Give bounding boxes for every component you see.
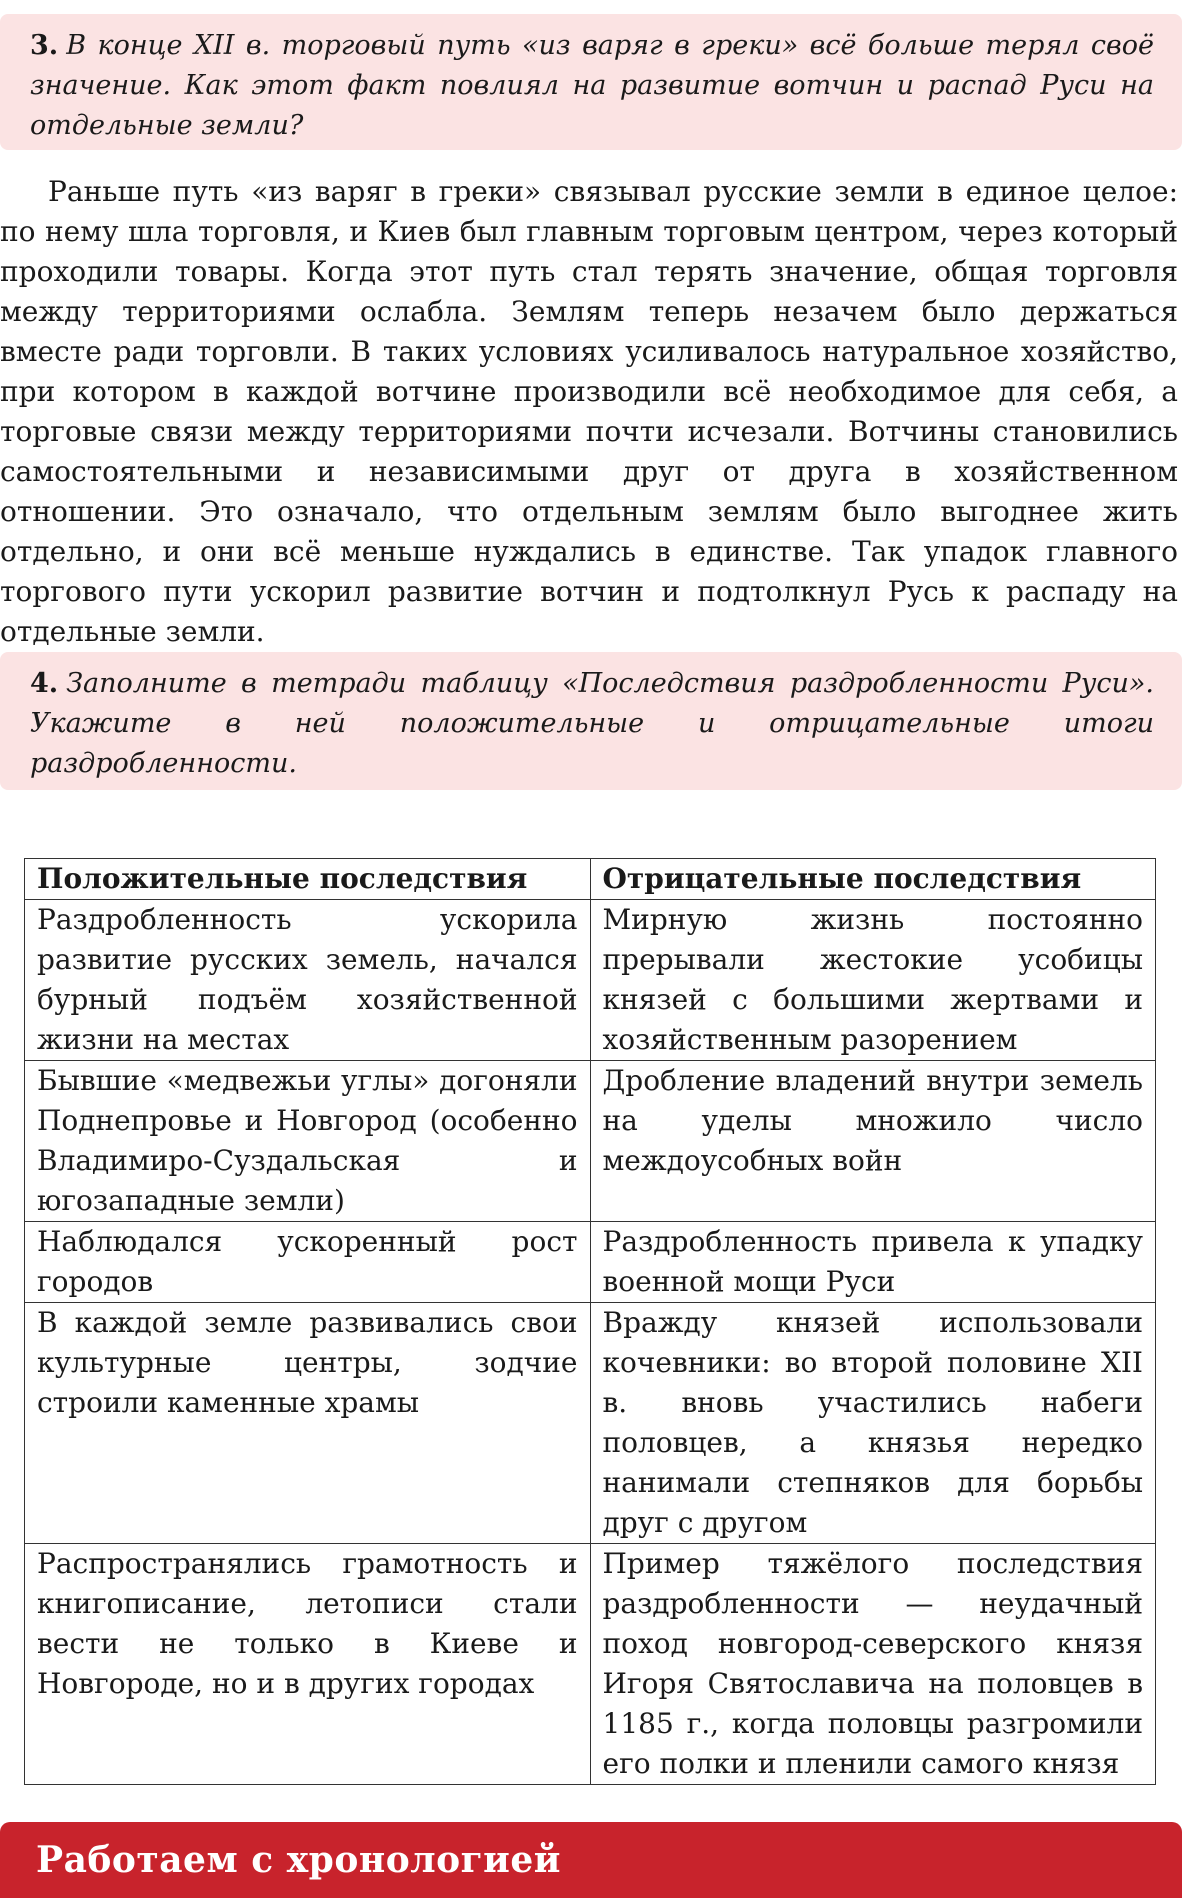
positive-cell: Бывшие «медвежьи углы» догоняли Поднепровье и Новгород (особенно Владимиро-Суздальская и югозападные земли) (25, 1061, 591, 1222)
header-negative: Отрицательные последствия (590, 859, 1156, 900)
table-row (25, 900, 1156, 1061)
consequences-table (24, 858, 1156, 1785)
task-3-question: В конце XII в. торговый путь «из варяг в греки» всё больше терял своё значение. Как этот факт повлиял на развитие вотчин и распад Руси на отдельные земли? (30, 30, 1154, 141)
negative-cell: Вражду князей использовали кочевники: во второй половине XII в. вновь участились набеги половцев, а князья нередко нанимали степняков для борьбы друг с другом (590, 1303, 1156, 1544)
section-heading-bar (0, 1822, 1182, 1898)
task-4-question: Заполните в тетради таблицу «Последствия раздробленности Руси». Укажите в ней положительные и отрицательные итоги раздробленности. (30, 668, 1154, 779)
table-row (25, 1222, 1156, 1303)
header-positive: Положительные последствия (25, 859, 591, 900)
task-4-number: 4. (30, 668, 59, 699)
positive-cell: Распространялись грамотность и книгописание, летописи стали вести не только в Киеве и Новгороде, но и в других городах (25, 1544, 591, 1785)
positive-cell: Раздробленность ускорила развитие русских земель, начался бурный подъём хозяйственной жизни на местах (25, 900, 591, 1061)
negative-cell: Раздробленность привела к упадку военной мощи Руси (590, 1222, 1156, 1303)
table-row (25, 1061, 1156, 1222)
table-row (25, 1544, 1156, 1785)
positive-cell: В каждой земле развивались свои культурные центры, зодчие строили каменные храмы (25, 1303, 591, 1544)
task-3-box (0, 14, 1182, 150)
positive-cell: Наблюдался ускоренный рост городов (25, 1222, 591, 1303)
negative-cell: Дробление владений внутри земель на уделы множило число междоусобных войн (590, 1061, 1156, 1222)
negative-cell: Мирную жизнь постоянно прерывали жестокие усобицы князей с большими жертвами и хозяйственным разорением (590, 900, 1156, 1061)
table-header-row (25, 859, 1156, 900)
task-4-box (0, 652, 1182, 790)
table-row (25, 1303, 1156, 1544)
negative-cell: Пример тяжёлого последствия раздробленности — неудачный поход новгород-северского князя Игоря Святославича на половцев в 1185 г., когда половцы разгромили его полки и пленили самого князя (590, 1544, 1156, 1785)
task-3-number: 3. (30, 30, 59, 61)
task-3-answer: Раньше путь «из варяг в греки» связывал русские земли в единое целое: по нему шла торговля, и Киев был главным торговым центром, через который проходили товары. Когда этот путь стал терять значение, общая торговля между территориями ослабла. Землям теперь незачем было держаться вместе ради торговли. В таких условиях усиливалось натуральное хозяйство, при котором в каждой вотчине производили всё необходимое для себя, а торговые связи между территориями почти исчезали. Вотчины становились самостоятельными и независимыми друг от друга в хозяйственном отношении. Это означало, что отдельным землям было выгоднее жить отдельно, и они всё меньше нуждались в единстве. Так упадок главного торгового пути ускорил развитие вотчин и подтолкнул Русь к распаду на отдельные земли. (0, 175, 1178, 648)
section-heading: Работаем с хронологией (36, 1839, 561, 1881)
